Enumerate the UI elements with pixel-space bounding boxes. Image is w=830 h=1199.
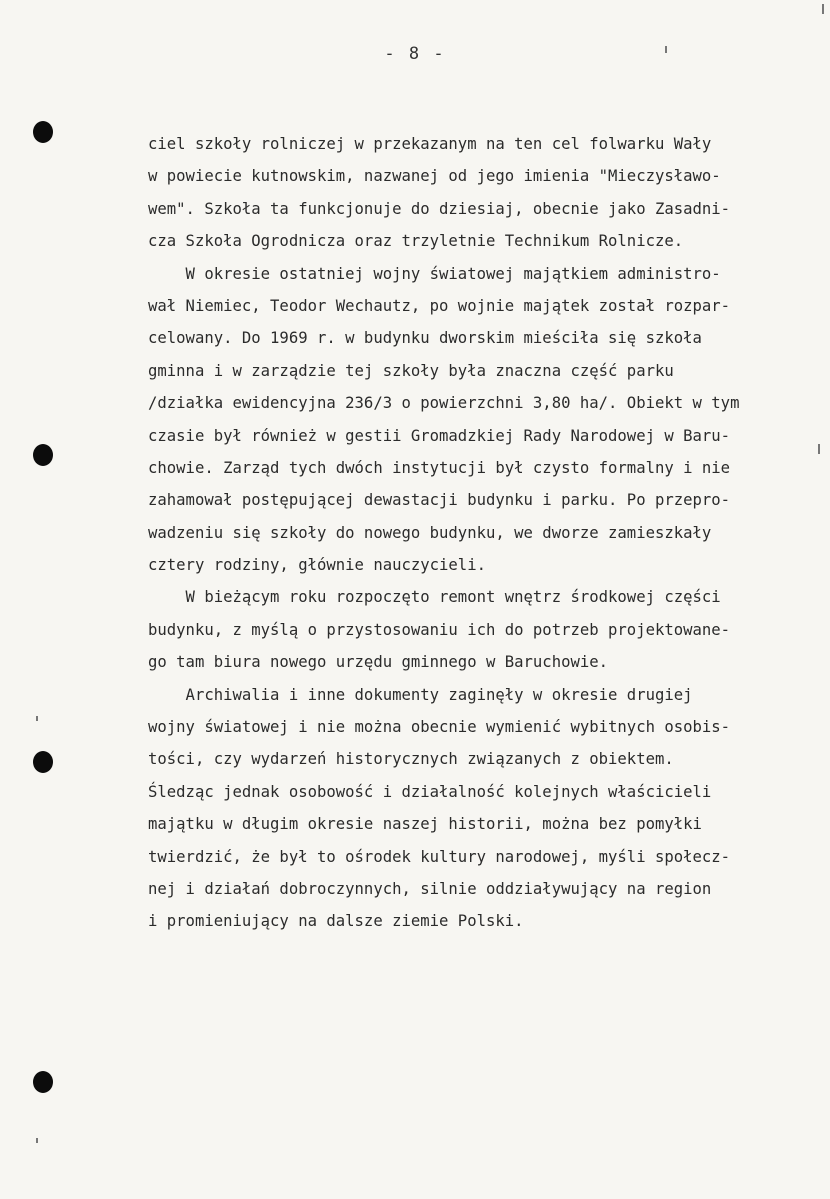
text-line: Archiwalia i inne dokumenty zaginęły w okresie drugiej: [148, 685, 693, 704]
text-line: celowany. Do 1969 r. w budynku dworskim mieściła się szkoła: [148, 329, 702, 348]
text-line: majątku w długim okresie naszej historii, można bez pomyłki: [148, 815, 702, 834]
text-line: go tam biura nowego urzędu gminnego w Baruchowie.: [148, 653, 609, 672]
paper-speck: [36, 716, 38, 721]
text-line: ciel szkoły rolniczej w przekazanym na ten cel folwarku Wały: [148, 135, 712, 153]
text-line: budynku, z myślą o przystosowaniu ich do potrzeb projektowane-: [148, 620, 731, 639]
text-line: twierdzić, że był to ośrodek kultury narodowej, myśli społecz-: [148, 847, 731, 866]
paper-speck: [665, 46, 667, 53]
paper-speck: [822, 4, 824, 14]
text-line: nej i działań dobroczynnych, silnie oddziaływujący na region: [148, 879, 712, 898]
text-line: chowie. Zarząd tych dwóch instytucji był czysto formalny i nie: [148, 458, 731, 477]
text-line: W bieżącym roku rozpoczęto remont wnętrz środkowej części: [148, 588, 721, 607]
text-line: zahamował postępującej dewastacji budynku i parku. Po przepro-: [148, 491, 731, 510]
punch-hole: [33, 751, 53, 773]
punch-hole: [33, 121, 53, 143]
punch-hole: [33, 444, 53, 466]
text-line: wem". Szkoła ta funkcjonuje do dziesiaj, obecnie jako Zasadni-: [148, 199, 731, 218]
text-line: i promieniujący na dalsze ziemie Polski.: [148, 912, 524, 931]
text-line: Śledząc jednak osobowość i działalność kolejnych właścicieli: [148, 782, 712, 801]
text-line: wał Niemiec, Teodor Wechautz, po wojnie majątek został rozpar-: [148, 296, 731, 315]
text-line: cza Szkoła Ogrodnicza oraz trzyletnie Technikum Rolnicze.: [148, 232, 684, 251]
text-line: wadzeniu się szkoły do nowego budynku, we dworze zamieszkały: [148, 523, 712, 542]
text-line: cztery rodziny, głównie nauczycieli.: [148, 556, 486, 575]
body-text: [148, 128, 808, 938]
paper-speck: [818, 444, 820, 454]
text-line: /działka ewidencyjna 236/3 o powierzchni 3,80 ha/. Obiekt w tym: [148, 394, 740, 413]
text-line: wojny światowej i nie można obecnie wymienić wybitnych osobis-: [148, 718, 731, 737]
text-line: W okresie ostatniej wojny światowej majątkiem administro-: [148, 264, 721, 283]
text-line: gminna i w zarządzie tej szkoły była znaczna część parku: [148, 361, 674, 380]
paper-speck: [36, 1138, 38, 1143]
text-line: tości, czy wydarzeń historycznych związanych z obiektem.: [148, 750, 674, 769]
page-number: - 8 -: [384, 44, 446, 64]
text-line: czasie był również w gestii Gromadzkiej Rady Narodowej w Baru-: [148, 426, 731, 445]
punch-hole: [33, 1071, 53, 1093]
text-line: w powiecie kutnowskim, nazwanej od jego imienia "Mieczysławo-: [148, 167, 721, 186]
